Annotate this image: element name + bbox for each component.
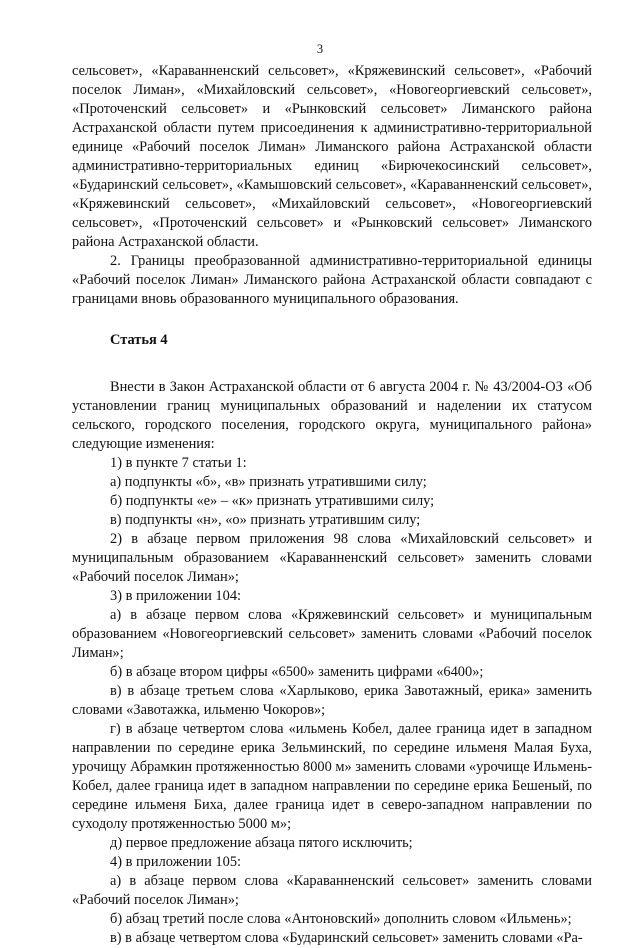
article-paragraph: а) в абзаце первом слова «Караванненский сельсовет» заменить словами «Рабочий поселок Лиман»;	[72, 873, 592, 908]
article-paragraph: б) подпункты «е» – «к» признать утратившими силу;	[110, 493, 435, 509]
article-paragraph: в) в абзаце четвертом слова «Бударинский сельсовет» заменить словами «Ра-	[110, 930, 583, 946]
article-paragraph: а) подпункты «б», «в» признать утратившими силу;	[110, 474, 427, 490]
document-body	[72, 62, 592, 948]
intro-paragraph-2: 2. Границы преобразованной административно-территориальной единицы «Рабочий поселок Лиман» Лиманского района Астраханской области совпадают с границами вновь образованного муниципального образования.	[72, 253, 592, 307]
article-paragraph: 1) в пункте 7 статьи 1:	[110, 455, 247, 471]
article-paragraph: б) в абзаце втором цифры «6500» заменить цифрами «6400»;	[110, 664, 484, 680]
article-paragraph: д) первое предложение абзаца пятого исключить;	[110, 835, 413, 851]
page-number: 3	[316, 42, 324, 56]
article-paragraph: Внести в Закон Астраханской области от 6 августа 2004 г. № 43/2004-ОЗ «Об установлении границ муниципальных образований и наделении их статусом сельского, городского поселения, городского округа, муниципального района» следующие изменения:	[72, 379, 592, 452]
article-paragraph: в) подпункты «н», «о» признать утратившим силу;	[110, 512, 421, 528]
article-paragraph: а) в абзаце первом слова «Кряжевинский сельсовет» и муниципальным образованием «Новогеоргиевский сельсовет» заменить словами «Рабочий поселок Лиман»;	[72, 607, 592, 661]
article-heading: Статья 4	[110, 332, 168, 348]
article-paragraph: 4) в приложении 105:	[110, 854, 242, 870]
article-paragraph: 3) в приложении 104:	[110, 588, 242, 604]
article-paragraph: 2) в абзаце первом приложения 98 слова «Михайловский сельсовет» и муниципальным образованием «Караванненский сельсовет» заменить словами «Рабочий поселок Лиман»;	[72, 531, 592, 585]
article-paragraph: в) в абзаце третьем слова «Харлыково, ерика Завотажный, ерика» заменить словами «Завотажка, ильменю Чокоров»;	[72, 683, 592, 718]
intro-paragraph-1: сельсовет», «Караванненский сельсовет», «Кряжевинский сельсовет», «Рабочий поселок Лиман», «Михайловский сельсовет», «Новогеоргиевский сельсовет», «Проточенский сельсовет» и «Рынковский сельсовет» Лиманского района Астраханской области путем присоединения к административно-территориальной единице «Рабочий поселок Лиман» Лиманского района Астраханской области административно-территориальных единиц «Бирючекосинский сельсовет», «Бударинский сельсовет», «Камышовский сельсовет», «Караванненский сельсовет», «Кряжевинский сельсовет», «Михайловский сельсовет», «Новогеоргиевский сельсовет», «Проточенский сельсовет» и «Рынковский сельсовет» Лиманского района Астраханской области.	[72, 63, 592, 250]
article-paragraph: б) абзац третий после слова «Антоновский» дополнить словом «Ильмень»;	[110, 911, 572, 927]
article-paragraph: г) в абзаце четвертом слова «ильмень Кобел, далее граница идет в западном направлении по середине ерика Зельминский, по середине ильменя Малая Буха, урочищу Абрамкин протяженностью 8000 м» заменить словами «урочище Ильмень-Кобел, далее граница идет в западном направлении по середине ерика Бешеный, по середине ильменя Биха, далее граница идет в северо-западном направлении по суходолу протяженностью 5000 м»;	[72, 721, 592, 832]
